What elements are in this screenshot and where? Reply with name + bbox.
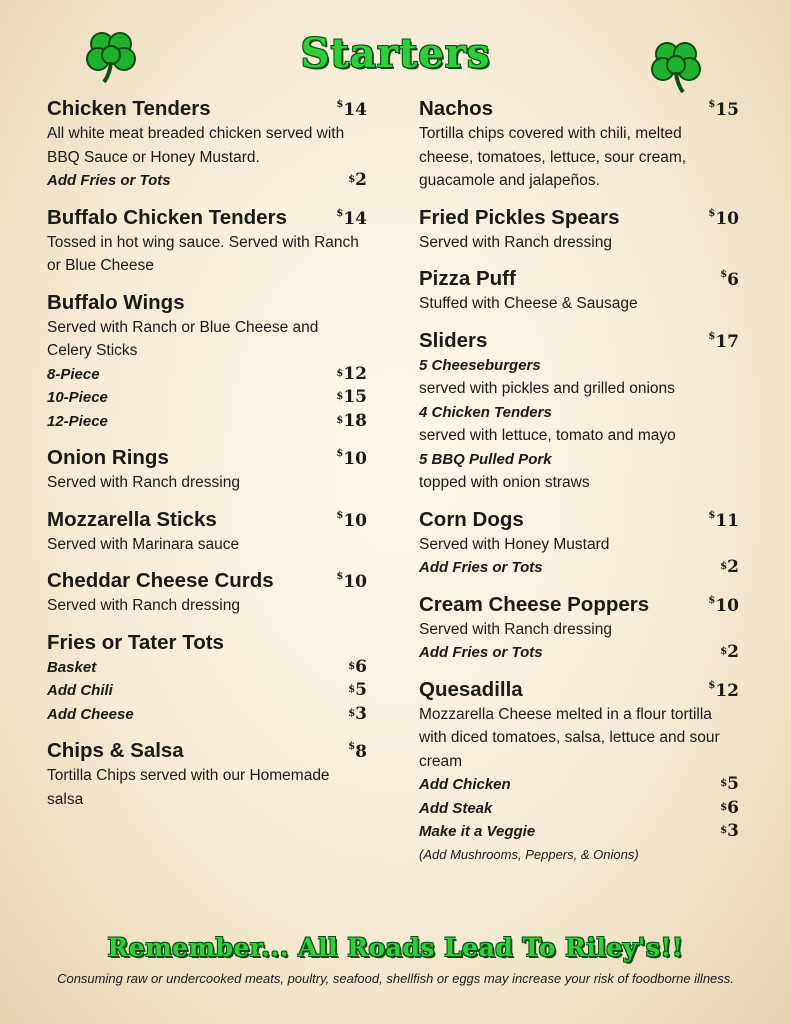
item-price: $11 xyxy=(708,509,739,531)
item-description: Served with Ranch dressing xyxy=(47,474,240,491)
item-name: Chicken Tenders xyxy=(47,97,211,120)
menu-item xyxy=(419,327,739,495)
item-price: $14 xyxy=(336,99,367,120)
item-description: Served with Honey Mustard xyxy=(419,535,610,553)
item-description: Mozzarella Cheese melted in a flour tortilla with diced tomatoes, salsa, lettuce and sour cream xyxy=(419,705,720,770)
item-description: Tortilla Chips served with our Homemade salsa xyxy=(47,767,330,808)
variant-label: 5 Cheeseburgers xyxy=(419,356,541,374)
variant-label: 5 BBQ Pulled Pork xyxy=(419,450,552,468)
variant-description: topped with onion straws xyxy=(419,474,590,491)
item-price: $10 xyxy=(336,509,367,531)
item-name: Corn Dogs xyxy=(419,507,524,531)
menu-item xyxy=(47,506,367,557)
item-name: Quesadilla xyxy=(419,677,523,701)
item-price: $10 xyxy=(336,571,367,592)
menu-item xyxy=(419,95,739,193)
variant-label: 4 Chicken Tenders xyxy=(419,403,552,421)
variant-description: served with pickles and grilled onions xyxy=(419,380,675,397)
item-description: Served with Ranch dressing xyxy=(47,597,240,614)
item-name: Fries or Tater Tots xyxy=(47,630,224,654)
item-name: Cream Cheese Poppers xyxy=(419,592,650,616)
item-name: Sliders xyxy=(419,328,488,352)
item-description: All white meat breaded chicken served with BBQ Sauce or Honey Mustard. xyxy=(47,125,345,166)
item-name: Pizza Puff xyxy=(419,267,516,290)
item-option: 10-Piece $15 xyxy=(47,387,367,407)
footer-tagline: Remember... All Roads Lead To Riley's!! xyxy=(107,933,684,962)
item-name: Chips & Salsa xyxy=(47,739,184,762)
item-option: Add Chili $5 xyxy=(47,680,367,700)
left-column xyxy=(47,95,367,822)
menu-item xyxy=(47,629,367,727)
variant-description: served with lettuce, tomato and mayo xyxy=(419,427,676,444)
item-description: Tortilla chips covered with chili, melted cheese, tomatoes, lettuce, sour cream, guacamole and jalapeños. xyxy=(419,125,687,189)
item-option: Basket $6 xyxy=(47,656,367,677)
menu-item xyxy=(47,204,367,278)
menu-item xyxy=(47,95,367,193)
item-option: Add Chicken $5 xyxy=(419,774,739,794)
item-name: Buffalo Wings xyxy=(47,290,185,314)
item-description: Stuffed with Cheese & Sausage xyxy=(419,295,638,312)
menu-title: Starters xyxy=(300,30,491,77)
item-option: 8-Piece $12 xyxy=(47,363,367,384)
menu-item xyxy=(47,567,367,618)
item-price: $10 xyxy=(336,448,367,469)
item-price: $17 xyxy=(708,330,739,352)
menu-item xyxy=(419,204,739,255)
item-price: $6 xyxy=(720,269,739,290)
item-name: Nachos xyxy=(419,97,494,120)
item-price: $14 xyxy=(336,207,367,229)
item-name: Onion Rings xyxy=(47,446,169,469)
item-description: Served with Ranch or Blue Cheese and Celery Sticks xyxy=(47,318,319,359)
item-name: Fried Pickles Spears xyxy=(419,205,620,229)
item-description: Served with Marinara sauce xyxy=(47,535,240,553)
right-column xyxy=(419,95,739,877)
item-price: $10 xyxy=(708,207,739,229)
item-name: Cheddar Cheese Curds xyxy=(47,569,274,592)
menu-item xyxy=(47,737,367,811)
item-option: Add Steak $6 xyxy=(419,797,739,818)
item-option: Add Cheese $3 xyxy=(47,703,367,724)
item-price: $8 xyxy=(348,741,367,762)
item-price: $12 xyxy=(708,679,739,701)
item-description: Tossed in hot wing sauce. Served with Ranch or Blue Cheese xyxy=(47,233,359,274)
item-option: Add Fries or Tots $2 xyxy=(419,557,739,577)
item-price: $10 xyxy=(708,594,739,616)
menu-item xyxy=(47,444,367,495)
menu-item xyxy=(419,265,739,316)
item-option: Make it a Veggie $3 xyxy=(419,821,739,841)
item-description: Served with Ranch dressing xyxy=(419,233,612,251)
item-option: 12-Piece $18 xyxy=(47,410,367,431)
menu-item xyxy=(419,591,739,665)
item-option: Add Fries or Tots $2 xyxy=(419,642,739,662)
item-option: Add Fries or Tots $2 xyxy=(47,170,367,190)
item-description: Served with Ranch dressing xyxy=(419,620,612,638)
item-price: $15 xyxy=(708,99,739,120)
footer-disclaimer: Consuming raw or undercooked meats, poultry, seafood, shellfish or eggs may increase your risk of foodborne illness. xyxy=(57,971,734,986)
menu-item xyxy=(47,289,367,434)
item-name: Buffalo Chicken Tenders xyxy=(47,205,287,229)
menu-item xyxy=(419,676,739,866)
item-name: Mozzarella Sticks xyxy=(47,507,217,531)
item-note: (Add Mushrooms, Peppers, & Onions) xyxy=(419,846,639,862)
menu-item xyxy=(419,506,739,580)
